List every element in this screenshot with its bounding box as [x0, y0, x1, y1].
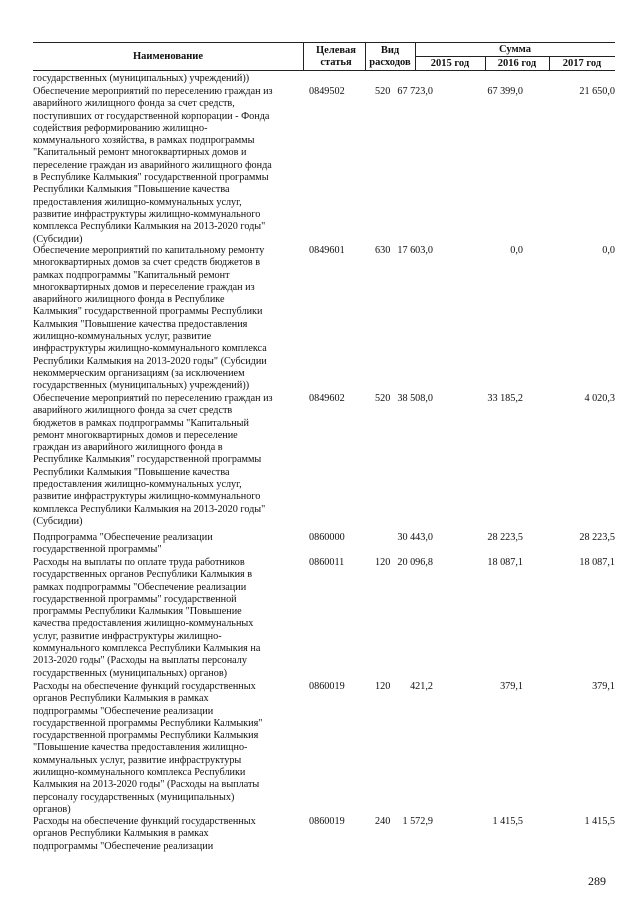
header-year-2016: 2016 год [497, 58, 537, 69]
row-name-line: "Повышение качества предоставления жилищно- [33, 742, 248, 754]
row-sum-2015: 20 096,8 [397, 557, 433, 568]
row-name-line: государственных (муниципальных) учреждений)) [33, 73, 250, 84]
row-name-line: органов) [33, 803, 71, 815]
header-sum-underline [415, 56, 615, 57]
row-name-line: (Субсидии) [33, 233, 83, 245]
row-sum-2016: 18 087,1 [487, 557, 523, 568]
row-sum-2017: 1 415,5 [584, 816, 615, 827]
row-target-article: 0860019 [309, 816, 345, 827]
row-target-article: 0849602 [309, 393, 345, 404]
row-name-line: развитие инфраструктуры жилищно-коммунального [33, 491, 261, 503]
row-name-line: (Субсидии) [33, 515, 83, 527]
row-name-line: развитие инфраструктуры жилищно-коммунального [33, 208, 261, 220]
row-sum-2016: 0,0 [510, 245, 523, 256]
row-name-line: многоквартирных домов за счет средств бюджетов в [33, 257, 261, 269]
row-target-article: 0860000 [309, 532, 345, 543]
header-type-line2: расходов [369, 57, 411, 68]
row-name-line: программы Республики Калмыкия "Повышение [33, 606, 242, 618]
row-name-line: ремонт многоквартирных домов и переселение [33, 429, 238, 441]
header-type-line1: Вид [380, 45, 400, 56]
row-name-line: рамках подпрограммы "Капитальный ремонт [33, 269, 230, 281]
row-name-line: переселение граждан из аварийного жилищного фонда [33, 159, 272, 171]
header-divider [549, 57, 550, 71]
row-name-line: граждан из аварийного жилищного фонда в [33, 442, 223, 454]
row-name-line: коммунального комплекса Республики Калмыкия на [33, 643, 261, 655]
row-expense-type: 520 [375, 86, 391, 97]
row-name-line: коммунального хозяйства, в рамках подпрограммы [33, 135, 255, 147]
header-divider [303, 43, 304, 71]
row-target-article: 0860011 [309, 557, 345, 568]
row-name-line: Обеспечение мероприятий по переселению граждан из [33, 86, 273, 97]
row-expense-type: 120 [375, 557, 391, 568]
row-name-line: подпрограммы "Обеспечение реализации [33, 705, 214, 717]
row-name-line: Республики Калмыкия "Повышение качества [33, 466, 230, 478]
row-name-line: в Республике Калмыкия" государственной программы [33, 172, 269, 184]
row-name-line: инфраструктуры жилищно-коммунального комплекса [33, 343, 267, 355]
row-name-line: жилищно-коммунальных услуг, развитие [33, 331, 212, 343]
row-target-article: 0849601 [309, 245, 345, 256]
row-name-line: государственных органов Республики Калмыкия в [33, 569, 253, 581]
row-name-line: персоналу государственных (муниципальных) [33, 791, 235, 803]
row-sum-2015: 30 443,0 [397, 532, 433, 543]
row-name [33, 557, 293, 680]
row-name-line: комплекса Республики Калмыкия на 2013-2020 годы" [33, 221, 266, 233]
row-sum-2017: 0,0 [602, 245, 615, 256]
row-name-line: поступивших от государственной корпорации - Фонда [33, 110, 270, 122]
row-name-line: государственной программы" [33, 544, 162, 556]
row-name-line: многоквартирных домов и переселение граждан из [33, 281, 255, 293]
row-name [33, 73, 293, 85]
row-name-line: Подпрограмма "Обеспечение реализации [33, 532, 213, 543]
row-name [33, 816, 293, 853]
row-sum-2017: 18 087,1 [579, 557, 615, 568]
row-sum-2016: 28 223,5 [487, 532, 523, 543]
row-name [33, 532, 293, 557]
header-year-2015: 2015 год [430, 58, 470, 69]
row-sum-2016: 67 399,0 [487, 86, 523, 97]
header-target-article [307, 45, 365, 69]
page-number: 289 [588, 874, 606, 888]
row-target-article: 0849502 [309, 86, 345, 97]
row-name-line: Обеспечение мероприятий по капитальному ремонту [33, 245, 265, 256]
row-sum-2015: 1 572,9 [402, 816, 433, 827]
row-name-line: комплекса Республики Калмыкия на 2013-2020 годы" [33, 503, 266, 515]
row-name-line: "Капитальный ремонт многоквартирных домов и [33, 147, 247, 159]
row-name-line: Республики Калмыкия "Повышение качества [33, 184, 230, 196]
row-name [33, 393, 293, 528]
row-name-line: коммунальных услуг, развитие инфраструктуры [33, 754, 242, 766]
row-name-line: государственной программы Республики Калмыкия [33, 730, 259, 742]
row-name [33, 86, 293, 246]
row-name-line: органов Республики Калмыкия в рамках [33, 693, 209, 705]
row-name-line: государственной программы Республики Калмыкия" [33, 717, 263, 729]
header-sum: Сумма [499, 44, 531, 55]
row-sum-2015: 17 603,0 [397, 245, 433, 256]
row-name-line: аварийного жилищного фонда за счет средств [33, 405, 233, 417]
row-name-line: Республике Калмыкия" государственной программы [33, 454, 262, 466]
row-name-line: бюджетов в рамках подпрограммы "Капитальный [33, 417, 249, 429]
row-expense-type: 120 [375, 681, 391, 692]
row-sum-2017: 379,1 [592, 681, 615, 692]
row-name-line: предоставления жилищно-коммунальных услуг, [33, 479, 242, 491]
row-name-line: государственных (муниципальных) органов) [33, 667, 228, 679]
header-divider [485, 57, 486, 71]
row-name-line: Обеспечение мероприятий по переселению граждан из [33, 393, 273, 404]
row-expense-type: 630 [375, 245, 391, 256]
row-name-line: качества предоставления жилищно-коммунальных [33, 618, 254, 630]
row-name-line: Расходы на выплаты по оплате труда работников [33, 557, 245, 568]
row-name [33, 245, 293, 393]
row-name-line: рамках подпрограммы "Обеспечение реализации [33, 581, 247, 593]
row-target-article: 0860019 [309, 681, 345, 692]
row-name-line: Калмыкия" государственной программы Республики [33, 306, 263, 318]
row-name-line: подпрограммы "Обеспечение реализации [33, 840, 214, 852]
row-name [33, 681, 293, 816]
header-year-2017: 2017 год [562, 58, 602, 69]
table-header [33, 42, 615, 71]
row-name-line: государственных (муниципальных) учреждений)) [33, 380, 250, 392]
row-expense-type: 240 [375, 816, 391, 827]
row-name-line: Калмыкия на 2013-2020 годы" (Расходы на выплаты [33, 779, 260, 791]
header-divider [415, 43, 416, 71]
header-expense-type [365, 45, 415, 69]
row-sum-2016: 379,1 [500, 681, 523, 692]
row-sum-2017: 21 650,0 [579, 86, 615, 97]
header-target-line1: Целевая [316, 45, 356, 56]
row-name-line: Расходы на обеспечение функций государственных [33, 681, 256, 692]
row-name-line: государственной программы" государственной [33, 593, 237, 605]
row-name-line: Расходы на обеспечение функций государственных [33, 816, 256, 827]
row-name-line: услуг, развитие инфраструктуры жилищно- [33, 630, 222, 642]
row-name-line: Республики Калмыкия на 2013-2020 годы" (Субсидии [33, 355, 267, 367]
row-name-line: жилищно-коммунального комплекса Республики [33, 767, 246, 779]
row-name-line: аварийного жилищного фонда в Республике [33, 294, 225, 306]
row-sum-2015: 38 508,0 [397, 393, 433, 404]
row-name-line: содействия реформированию жилищно- [33, 122, 208, 134]
row-name-line: Калмыкия "Повышение качества предоставления [33, 318, 248, 330]
header-divider [365, 43, 366, 71]
row-sum-2017: 4 020,3 [584, 393, 615, 404]
row-name-line: некоммерческим организациям (за исключением [33, 367, 245, 379]
row-name-line: органов Республики Калмыкия в рамках [33, 828, 209, 840]
header-name: Наименование [133, 51, 203, 62]
row-name-line: 2013-2020 годы" (Расходы на выплаты персоналу [33, 655, 247, 667]
row-sum-2017: 28 223,5 [579, 532, 615, 543]
row-sum-2016: 1 415,5 [492, 816, 523, 827]
row-sum-2016: 33 185,2 [487, 393, 523, 404]
row-name-line: предоставления жилищно-коммунальных услуг, [33, 196, 242, 208]
header-target-line2: статья [320, 57, 352, 68]
row-name-line: аварийного жилищного фонда за счет средств, [33, 98, 235, 110]
row-sum-2015: 67 723,0 [397, 86, 433, 97]
row-sum-2015: 421,2 [410, 681, 433, 692]
row-expense-type: 520 [375, 393, 391, 404]
